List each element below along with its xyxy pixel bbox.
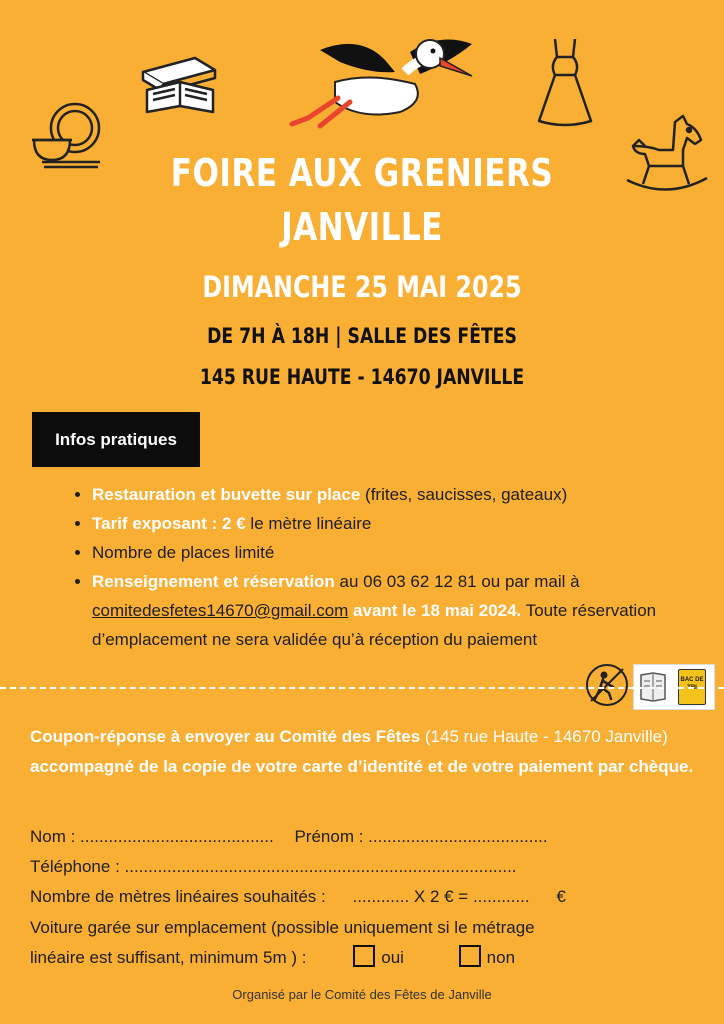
email-link[interactable]: comitedesfetes14670@gmail.com [92,601,349,620]
oui-option[interactable]: oui [353,948,404,967]
footer-organizer: Organisé par le Comité des Fêtes de Janville [232,987,492,1002]
infos-heading: Infos pratiques [32,412,200,467]
name-row [30,823,710,851]
coupon-intro: Coupon-réponse à envoyer au Comité des Fêtes (145 rue Haute - 14670 Janville) accompagné de la copie de votre carte d’identité et de votre paiement par chèque. [30,727,694,776]
recycling-person-icon [585,663,629,707]
event-address: 145 RUE HAUTE - 14670 JANVILLE [199,365,525,389]
event-town: JANVILLE [281,205,443,249]
nom-field[interactable]: Nom : ......................................... [30,827,274,846]
telephone-field[interactable]: Téléphone : ................................................................................... [30,857,517,876]
oui-checkbox[interactable] [353,945,375,967]
prenom-field[interactable]: Prénom : ...................................... [294,827,548,846]
list-item: • Restauration et buvette sur place (frites, saucisses, gateaux) [92,480,724,509]
dress-icon [535,35,595,130]
non-checkbox[interactable] [459,945,481,967]
infos-list [60,480,724,654]
event-title: FOIRE AUX GRENIERS [170,151,554,195]
metres-label: Nombre de mètres linéaires souhaités : [30,887,326,906]
list-item: • Nombre de places limité [92,538,724,567]
euro-sign: € [556,887,566,906]
cut-line [0,687,724,689]
list-item: • Tarif exposant : 2 € le mètre linéaire [92,509,724,538]
voiture-line2: linéaire est suffisant, minimum 5m ) : [30,948,307,967]
non-option[interactable]: non [459,948,515,967]
event-date: DIMANCHE 25 MAI 2025 [202,270,522,304]
metres-row [30,883,710,911]
voiture-line1: Voiture garée sur emplacement (possible uniquement si le métrage [30,918,535,937]
event-hours-place: DE 7H À 18H | SALLE DES FÊTES [207,324,517,348]
voiture-row [30,944,710,972]
books-icon [135,50,225,125]
bin-label: BAC DE TRI [680,677,704,691]
stork-icon [290,32,475,132]
list-item: • Renseignement et réservation au 06 03 62 12 81 ou par mail à comitedesfetes14670@gmail.com avant le 18 mai 2024. Toute réservation d’emplacement ne sera validée qu’à réception du paiement [92,567,724,654]
metres-calc-field[interactable]: ............ X 2 € = ............ [352,887,530,906]
